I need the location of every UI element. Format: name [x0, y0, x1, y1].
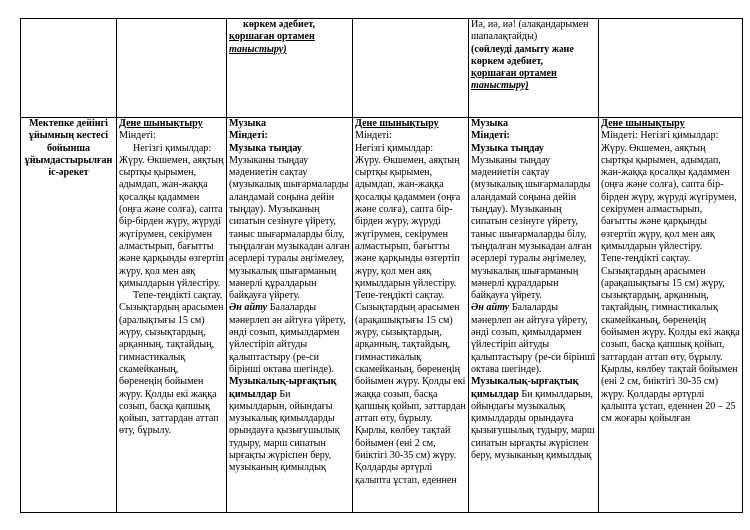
pe-task: Міндеті: — [601, 130, 638, 142]
cell-top-col4 — [469, 19, 599, 118]
pe-task: Міндеті: — [119, 130, 156, 142]
pe-basic: Негізгі қимылдар: — [355, 142, 434, 154]
cell-pe-3 — [353, 118, 469, 513]
cell-music-4 — [469, 118, 599, 513]
pe-walk: Жүру. Өкшемен, аяқтың сыртқы қырымен, адымдап, жан-жаққа қосалқы қадаммен (оңға және солға), сапта бір-бірден жүру, жүруді жүгірумен, секірумен алмастырып, бағытты және қарқынды өзгертіп жүру, қол мен аяқ қимылдарын үйлестіру. — [355, 154, 461, 289]
cell-music-2 — [227, 118, 353, 513]
text-line: көркем әдебиет, — [243, 19, 316, 30]
music-title: Музыка — [229, 118, 267, 129]
cell-empty-5 — [599, 19, 743, 118]
pe-title: Дене шынықтыру — [355, 118, 439, 129]
pe-balance: Тепе-теңдікті сақтау. — [601, 253, 691, 265]
music-sing-title: Ән айту — [471, 302, 510, 314]
text-line: таныстыру) — [229, 43, 287, 55]
cell-top-col2 — [227, 19, 353, 118]
pe-task: Міндеті: — [355, 130, 392, 142]
pe-rest: Сызықтардың арасымен (аралықтығы 15 см) жүру, сызықтардың, арқанның, тақтайдың, гимнастикалық скамейканың, бөренеңің бойымен жүру. Қолды екі жаққа созып, басқа қапшық қойып, заттардан аттап өту, бұрылу. — [119, 302, 224, 437]
music-sing-text: Балаларды мәнерлеп ән айтуға үйрету, әнді созып, қимылдармен үйлестіріп айтуды қалыптастыру (ре-си бірінші октава шегінде). — [471, 302, 596, 375]
pe-balance: Тепе-теңдікті сақтау. — [355, 290, 445, 302]
music-rhythm-text: Би қимылдарын, ойындағы музыкалық қимылдарды орындауға қызығушылық тудыру, марш сипатын ырғақты жүріспен беру, музыканың қимылдық — [471, 388, 595, 462]
music-listen-title: Музыка тыңдау — [229, 142, 302, 154]
music-title: Музыка — [471, 118, 509, 129]
music-rhythm-title: Музыкалық-ырғақтық қимылдар — [471, 376, 579, 400]
pe-title: Дене шынықтыру — [119, 118, 203, 129]
music-listen-text: Музыканы тыңдау мәдениетін сақтау (музыкалық шығармаларды аландамай соңына дейін тыңдау). Музыканың сипатын сезінуге үйрету, таныс шығармаларды білу, тыңдалған музыкадан алған әсерлері туралы әңгімелеу, музыкалық шығарманың мәнерлі құралдарын байқауға үйрету. — [471, 154, 592, 302]
row-header: Мектепке дейінгі ұйымның кестесі бойынша ұйымдастырылған іс-әрекет — [21, 118, 117, 513]
music-task: Міндеті: — [229, 130, 268, 142]
text-line: (сөйлеуді дамыту және — [471, 43, 574, 55]
pe-balance: Тепе-теңдікті сақтау. — [133, 290, 223, 302]
table-row-top — [21, 19, 743, 118]
text-line: Иә, иә, иә! (алақандарымен — [471, 19, 589, 30]
cell-pe-5 — [599, 118, 743, 513]
table-row-main — [21, 118, 743, 513]
text-line: көркем әдебиет, — [471, 55, 544, 67]
text-line: таныстыру) — [471, 80, 529, 92]
pe-task-basic — [601, 130, 740, 142]
music-listen-text: Музыканы тыңдау мәдениетін сақтау (музыкалық шығармаларды аландамай соңына дейін тыңдау). Музыканың сипатын сезінуге үйрету, таныс шығармаларды білу, тыңдалған музыкадан алған әсерлері туралы әңгімелеу, музыкалық шығарманың мәнерлі құралдарын байқауға үйрету. — [229, 154, 350, 302]
text-line: шапалақтайды) — [471, 31, 538, 43]
pe-basic: Негізгі қимылдар: — [640, 130, 719, 142]
pe-rest: Сызықтардың арасымен (арақашықтығы 15 см) жүру, сызықтардың, арқанның, тақтайдың, гимнастикалық скамейканың, бөренеңің бойымен жүру. Қолды екі жаққа созып, басқа қапшық қойып, заттардан аттап өту, бұрылу. Қырлы, көлбеу тақтай бойымен (ені 2 см, биіктігі 30-35 см) жүру. Қолдарды әртүрлі қалыпта ұстап, еденнен 20 – 25 см жоғары қойылған — [601, 265, 740, 425]
pe-walk: Жүру. Өкшемен, аяқтың сыртқы қырымен, адымдап, жан-жаққа қосалқы қадаммен (оңға және солға), сапта бір-бірден жүру, жүруді жүгірумен, секірумен алмастырып, бағытты және қарқынды өзгертіп жүру, қол мен аяқ қимылдарын үйлестіру. — [119, 154, 224, 289]
schedule-table — [20, 18, 743, 513]
pe-walk: Жүру. Өкшемен, аяқтың сыртқы қырымен, адымдап, жан-жаққа қосалқы қадаммен (оңға және солға), сапта бір-бірден жүру, жүруді жүгірумен, секірумен алмастырып, бағытты және қарқынды өзгертіп жүру, қол мен аяқ қимылдарын үйлестіру. — [601, 142, 737, 252]
music-sing-title: Ән айту — [229, 302, 268, 314]
music-rhythm-text: Би қимылдарын, ойындағы музыкалық қимылдарды орындауға қызығушылық тудыру, марш сипатын ырғақты жүріспен беру, музыканың қимылдық — [229, 388, 340, 474]
music-listen-title: Музыка тыңдау — [471, 142, 544, 154]
text-line: қоршаған ортамен — [471, 68, 557, 80]
music-task: Міндеті: — [471, 130, 510, 142]
cell-empty-1 — [117, 19, 227, 118]
pe-rest: Сызықтардың арасымен (арақашықтығы 15 см) жүру, сызықтардың, арқанның, тақтайдың, гимнастикалық скамейканың, бөренеңің бойымен жүру. Қолды екі жаққа созып, басқа қапшық қойып, заттардан аттап өту, бұрылу. Қырлы, көлбеу тақтай бойымен (ені 2 см, биіктігі 30-35 см) жүру. Қолдарды әртүрлі қалыпта ұстап, еденнен — [355, 302, 466, 486]
cell-empty-0 — [21, 19, 117, 118]
pe-basic: Негізгі қимылдар: — [133, 142, 212, 154]
text-line: қоршаған ортамен — [229, 31, 315, 43]
cell-pe-1 — [117, 118, 227, 513]
music-sing-text: Балаларды мәнерлеп ән айтуға үйрету, әнді созып, қимылдармен үйлестіріп айтуды қалыптастыру (ре-си бірінші октава шегінде). — [229, 302, 346, 375]
music-rhythm-title: Музыкалық-ырғақтық қимылдар — [229, 376, 337, 400]
pe-title: Дене шынықтыру — [601, 118, 685, 129]
cell-empty-3 — [353, 19, 469, 118]
